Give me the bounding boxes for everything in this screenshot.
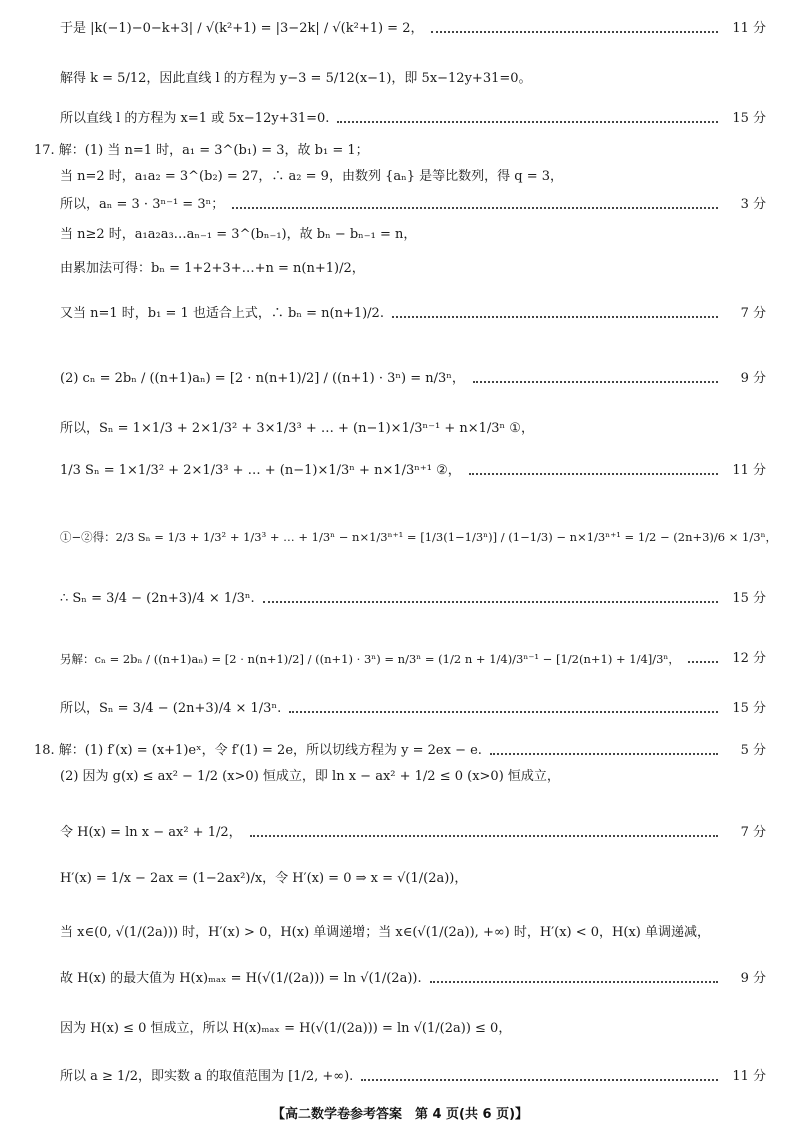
dotted-leader xyxy=(430,981,718,983)
dotted-leader xyxy=(490,753,718,755)
dotted-leader xyxy=(469,473,718,475)
dotted-leader xyxy=(688,661,718,663)
solution-text: 当 n=2 时，a₁a₂ = 3^(b₂) = 27，∴ a₂ = 9，由数列 {aₙ} 是等比数列，得 q = 3， xyxy=(60,169,564,184)
solution-text: 所以，Sₙ = 3/4 − (2n+3)/4 × 1/3ⁿ. xyxy=(60,701,282,716)
dotted-leader xyxy=(289,711,718,713)
dotted-leader xyxy=(337,121,718,123)
solution-text: 所以，Sₙ = 1×1/3 + 2×1/3² + 3×1/3³ + … + (n−1)×1/3ⁿ⁻¹ + n×1/3ⁿ ①， xyxy=(60,421,534,436)
solution-text: ①−②得：2/3 Sₙ = 1/3 + 1/3² + 1/3³ + … + 1/3ⁿ − n×1/3ⁿ⁺¹ = [1/3(1−1/3ⁿ)] / (1−1/3) − n×1/3ⁿ⁺¹ = 1/2 − (2n+3)/6 × 1/3ⁿ， xyxy=(60,530,778,544)
score-points: 7 分 xyxy=(740,825,766,840)
dotted-leader xyxy=(473,381,718,383)
solution-text: 另解：cₙ = 2bₙ / ((n+1)aₙ) = [2 · n(n+1)/2] / ((n+1) · 3ⁿ) = n/3ⁿ = (1/2 n + 1/4)/3ⁿ⁻¹ − [1/2(n+1) + 1/4]/3ⁿ， xyxy=(60,652,680,666)
page-footer: 【高二数学卷参考答案 第 4 页(共 6 页)】 xyxy=(271,1107,529,1122)
solution-text: 令 H(x) = ln x − ax² + 1/2， xyxy=(60,825,242,840)
score-points: 15 分 xyxy=(732,591,766,606)
solution-text: 因为 H(x) ≤ 0 恒成立，所以 H(x)ₘₐₓ = H(√(1/(2a))) = ln √(1/(2a)) ≤ 0， xyxy=(60,1021,512,1036)
dotted-leader xyxy=(392,316,718,318)
solution-text: ∴ Sₙ = 3/4 − (2n+3)/4 × 1/3ⁿ. xyxy=(60,591,255,606)
solution-text: 当 x∈(0, √(1/(2a))) 时，H′(x) > 0，H(x) 单调递增；当 x∈(√(1/(2a)), +∞) 时，H′(x) < 0，H(x) 单调递减， xyxy=(60,925,711,940)
solution-text: 1/3 Sₙ = 1×1/3² + 2×1/3³ + … + (n−1)×1/3ⁿ + n×1/3ⁿ⁺¹ ②， xyxy=(60,463,461,478)
score-points: 9 分 xyxy=(740,971,766,986)
solution-text: (2) cₙ = 2bₙ / ((n+1)aₙ) = [2 · n(n+1)/2] / ((n+1) · 3ⁿ) = n/3ⁿ， xyxy=(60,371,465,386)
solution-text: 当 n≥2 时，a₁a₂a₃…aₙ₋₁ = 3^(bₙ₋₁)，故 bₙ − bₙ₋₁ = n， xyxy=(60,227,417,242)
solution-text: 故 H(x) 的最大值为 H(x)ₘₐₓ = H(√(1/(2a))) = ln √(1/(2a)). xyxy=(60,971,422,986)
solution-text: 所以 a ≥ 1/2，即实数 a 的取值范围为 [1/2, +∞). xyxy=(60,1069,354,1084)
solution-text: 由累加法可得：bₙ = 1+2+3+…+n = n(n+1)/2， xyxy=(60,261,365,276)
solution-text: H′(x) = 1/x − 2ax = (1−2ax²)/x，令 H′(x) = 0 ⇒ x = √(1/(2a))， xyxy=(60,871,468,886)
solution-text: 所以，aₙ = 3 · 3ⁿ⁻¹ = 3ⁿ； xyxy=(60,197,225,212)
solution-text: (2) 因为 g(x) ≤ ax² − 1/2 (x>0) 恒成立，即 ln x − ax² + 1/2 ≤ 0 (x>0) 恒成立， xyxy=(60,769,560,784)
score-points: 15 分 xyxy=(732,701,766,716)
score-points: 11 分 xyxy=(732,463,766,478)
solution-text: 所以直线 l 的方程为 x=1 或 5x−12y+31=0. xyxy=(60,111,330,126)
dotted-leader xyxy=(361,1079,718,1081)
solution-text: 于是 |k(−1)−0−k+3| / √(k²+1) = |3−2k| / √(k²+1) = 2， xyxy=(60,21,424,36)
score-points: 7 分 xyxy=(740,306,766,321)
solution-text: 18. 解：(1) f′(x) = (x+1)eˣ，令 f′(1) = 2e，所以切线方程为 y = 2ex − e. xyxy=(34,743,482,758)
score-points: 9 分 xyxy=(740,371,766,386)
score-points: 5 分 xyxy=(740,743,766,758)
solution-text: 又当 n=1 时，b₁ = 1 也适合上式，∴ bₙ = n(n+1)/2. xyxy=(60,306,384,321)
score-points: 11 分 xyxy=(732,21,766,36)
solution-text: 解得 k = 5/12，因此直线 l 的方程为 y−3 = 5/12(x−1)，即 5x−12y+31=0。 xyxy=(60,71,532,86)
dotted-leader xyxy=(232,207,718,209)
dotted-leader xyxy=(263,601,718,603)
score-points: 11 分 xyxy=(732,1069,766,1084)
score-points: 15 分 xyxy=(732,111,766,126)
score-points: 3 分 xyxy=(740,197,766,212)
dotted-leader xyxy=(431,31,718,33)
solution-text: 17. 解：(1) 当 n=1 时，a₁ = 3^(b₁) = 3，故 b₁ = 1； xyxy=(34,143,369,158)
dotted-leader xyxy=(250,835,718,837)
score-points: 12 分 xyxy=(732,651,766,666)
